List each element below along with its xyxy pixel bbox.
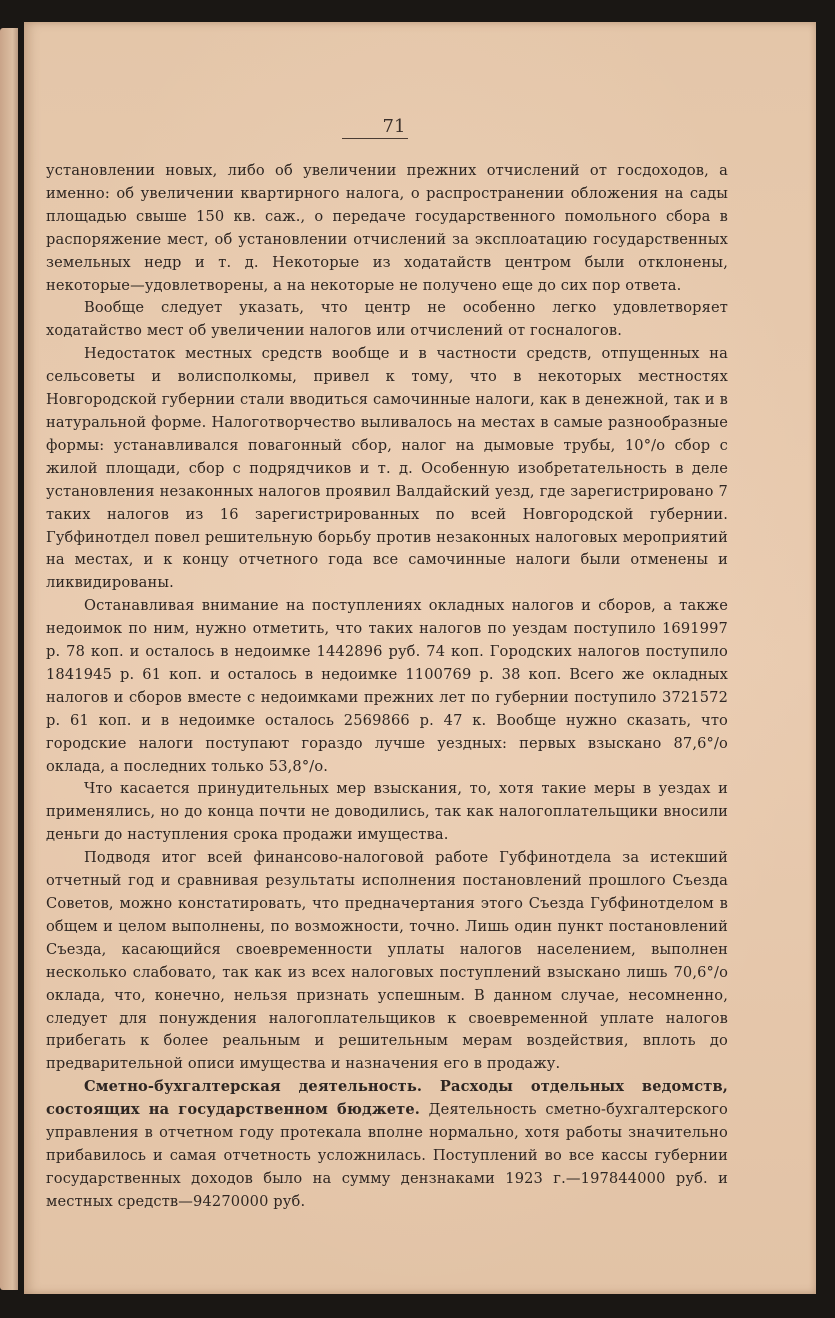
paragraph-tax-receipts: Останавливая внимание на поступлениях окладных налогов и сборов, а также недоимок по ним, нужно отметить, что таких налогов по уездам поступило 1691997 р. 78 коп. и осталось в недоимке 1442896 руб. 74 коп. Городских налогов поступило 1841945 р. 61 коп. и осталось в недоимке 1100769 р. 38 коп. Всего же окладных налогов и сборов вместе с недоимками прежних лет по губернии поступило 3721572 р. 61 коп. и в недоимке осталось 2569866 р. 47 к. Вообще нужно сказать, что городские налоги поступают гораздо лучше уездных: первых взыскано 87,6°/о оклада, а последних только 53,8°/о. — [46, 597, 728, 775]
body-text — [46, 160, 728, 1214]
book-page — [24, 22, 816, 1294]
left-page-edge — [0, 28, 18, 1290]
paragraph-enforcement: Что касается принудительных мер взыскания, то, хотя такие меры в уездах и применялись, но до конца почти не доводились, так как налогоплательщики вносили деньги до наступления срока продажи имущества. — [46, 780, 728, 844]
section-heading: Сметно-бухгалтерская деятельность. Расходы отдельных ведомств, состоящих на государственном бюджете. — [46, 1078, 728, 1119]
page-number-rule — [342, 138, 408, 139]
page-number: 71 — [382, 116, 406, 137]
paragraph-center-petitions: Вообще следует указать, что центр не особенно легко удовлетворяет ходатайство мест об увеличении налогов или отчислений от госналогов. — [46, 299, 728, 340]
section-text: Деятельность сметно-бухгалтерского управления в отчетном году протекала вполне нормально, хотя работы значительно прибавилось и самая отчетность усложнилась. Поступлений во все кассы губернии государственных доходов было на сумму дензнаками 1923 г.—197844000 руб. и местных средств—94270000 руб. — [46, 1101, 728, 1210]
paragraph-arbitrary-taxes: Недостаток местных средств вообще и в частности средств, отпущенных на сельсоветы и волисполкомы, привел к тому, что в некоторых местностях Новгородской губернии стали вводиться самочинные налоги, как в денежной, так и в натуральной форме. Налоготворчество выливалось на местах в самые разнообразные формы: устанавливался повагонный сбор, налог на дымовые трубы, 10°/о сбор с жилой площади, сбор с подрядчиков и т. д. Особенную изобретательность в деле установления незаконных налогов проявил Валдайский уезд, где зарегистрировано 7 таких налогов из 16 зарегистрированных по всей Новгородской губернии. Губфинотдел повел решительную борьбу против незаконных налоговых мероприятий на местах, и к концу отчетного года все самочинные налоги были отменены и ликвидированы. — [46, 345, 728, 592]
paragraph-accounting — [46, 1076, 728, 1213]
paragraph-summary: Подводя итог всей финансово-налоговой работе Губфинотдела за истекший отчетный год и сравнивая результаты исполнения постановлений прошлого Съезда Советов, можно констатировать, что предначертания этого Съезда Губфинотделом в общем и целом выполнены, по возможности, точно. Лишь один пункт постановлений Съезда, касающийся своевременности уплаты налогов населением, выполнен несколько слабовато, так как из всех налоговых поступлений взыскано лишь 70,6°/о оклада, что, конечно, нельзя признать успешным. В данном случае, несомненно, следует для понуждения налогоплательщиков к своевременной уплате налогов прибегать к более реальным и решительным мерам воздействия, вплоть до предварительной описи имущества и назначения его в продажу. — [46, 849, 728, 1073]
paragraph-continuation: установлении новых, либо об увеличении прежних отчислений от госдоходов, а именно: об увеличении квартирного налога, о распространении обложения на сады площадью свыше 150 кв. саж., о передаче государственного помольного сбора в распоряжение мест, об установлении отчислений за эксплоатацию государственных земельных недр и т. д. Некоторые из ходатайств центром были отклонены, некоторые—удовлетворены, а на некоторые не получено еще до сих пор ответа. — [46, 162, 728, 294]
